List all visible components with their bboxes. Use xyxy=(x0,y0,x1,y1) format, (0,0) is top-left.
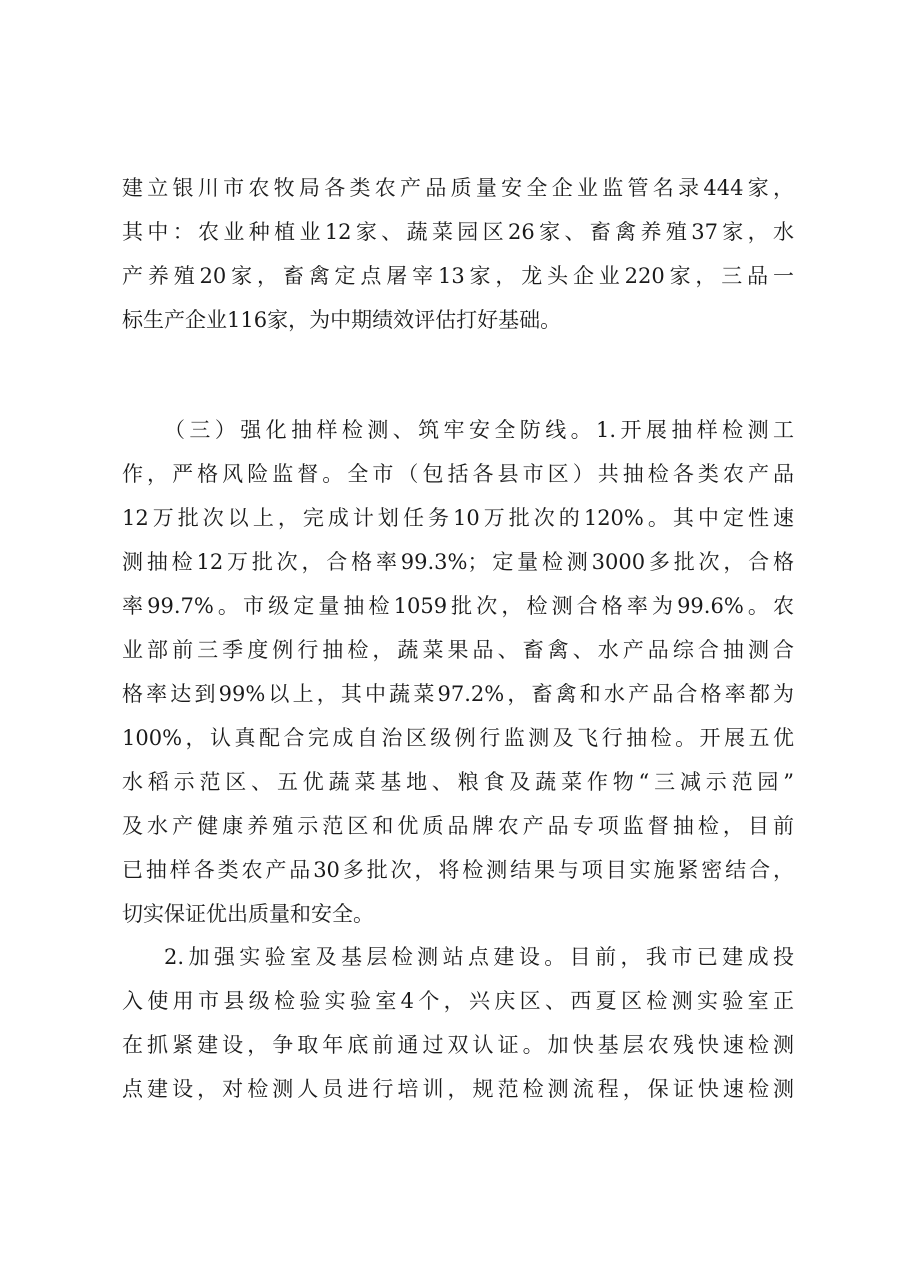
paragraph-line: 产养殖20家，畜禽定点屠宰13家，龙头企业220家，三品一 xyxy=(122,264,794,288)
paragraph-line: 格率达到99%以上，其中蔬菜97.2%，畜禽和水产品合格率都为 xyxy=(122,682,794,706)
paragraph-line: 标生产企业116家，为中期绩效评估打好基础。 xyxy=(122,308,562,332)
paragraph-enterprise-registry xyxy=(122,166,794,342)
paragraph-line: 2.加强实验室及基层检测站点建设。目前，我市已建成投 xyxy=(164,945,794,969)
paragraph-line: （三）强化抽样检测、筑牢安全防线。1.开展抽样检测工 xyxy=(164,418,794,442)
paragraph-lab-construction xyxy=(122,935,794,1111)
paragraph-line: 其中：农业种植业12家、蔬菜园区26家、畜禽养殖37家，水 xyxy=(122,220,794,244)
paragraph-line: 率99.7%。市级定量抽检1059批次，检测合格率为99.6%。农 xyxy=(122,594,794,618)
paragraph-line: 点建设，对检测人员进行培训，规范检测流程，保证快速检测 xyxy=(122,1077,794,1101)
paragraph-sampling-inspection xyxy=(122,408,794,936)
paragraph-line: 业部前三季度例行抽检，蔬菜果品、畜禽、水产品综合抽测合 xyxy=(122,638,794,662)
paragraph-line: 100%，认真配合完成自治区级例行监测及飞行抽检。开展五优 xyxy=(122,726,794,750)
paragraph-line: 建立银川市农牧局各类农产品质量安全企业监管名录444家， xyxy=(122,176,794,200)
paragraph-line: 已抽样各类农产品30多批次，将检测结果与项目实施紧密结合， xyxy=(122,858,794,882)
paragraph-line: 12万批次以上，完成计划任务10万批次的120%。其中定性速 xyxy=(122,506,794,530)
paragraph-line: 入使用市县级检验实验室4个，兴庆区、西夏区检测实验室正 xyxy=(122,989,794,1013)
paragraph-line: 及水产健康养殖示范区和优质品牌农产品专项监督抽检，目前 xyxy=(122,814,794,838)
paragraph-line: 水稻示范区、五优蔬菜基地、粮食及蔬菜作物“三减示范园” xyxy=(122,770,794,794)
paragraph-line: 作，严格风险监督。全市（包括各县市区）共抽检各类农产品 xyxy=(122,462,794,486)
paragraph-line: 在抓紧建设，争取年底前通过双认证。加快基层农残快速检测 xyxy=(122,1033,794,1057)
paragraph-line: 测抽检12万批次，合格率99.3%；定量检测3000多批次，合格 xyxy=(122,550,795,574)
paragraph-line: 切实保证优出质量和安全。 xyxy=(122,902,374,926)
